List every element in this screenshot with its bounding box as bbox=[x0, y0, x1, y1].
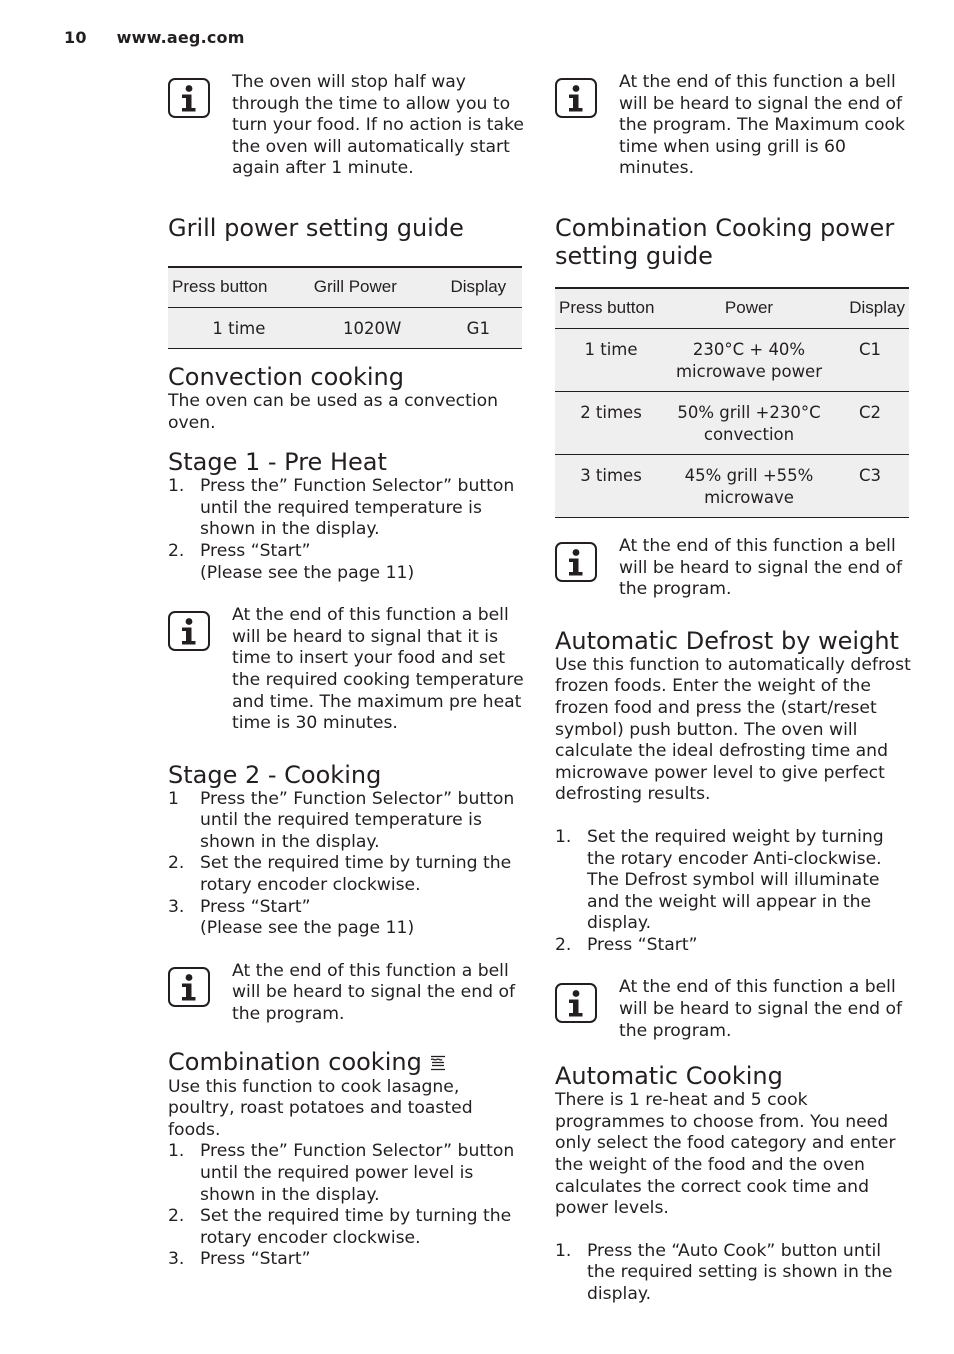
info-note-text: At the end of this function a bell will be heard to signal the end of the program. bbox=[619, 977, 903, 1041]
column-header: Press button bbox=[559, 297, 655, 317]
info-note bbox=[168, 605, 524, 735]
combination-title: Combination cooking bbox=[168, 1048, 524, 1077]
table-header-row bbox=[168, 267, 522, 308]
info-note-text: At the end of this function a bell will be heard to signal the end of the program. bbox=[619, 535, 903, 600]
list-item: 1. Set the required weight by turning the rotary encoder Anti-clockwise. The Defrost symbol will illuminate and the weight will appear in the display. bbox=[555, 826, 884, 934]
column-header: Press button bbox=[172, 276, 268, 296]
table-row bbox=[168, 307, 522, 348]
combination-text: Use this function to cook lasagne, poultry, roast potatoes and toasted foods. bbox=[168, 1076, 473, 1140]
stage1-steps bbox=[168, 476, 524, 584]
grill-guide-title: Grill power setting guide bbox=[168, 213, 464, 242]
column-header: Power bbox=[724, 297, 774, 317]
info-note bbox=[168, 961, 524, 1026]
combo-guide-title: Combination Cooking power setting guide bbox=[555, 213, 895, 270]
page-header bbox=[64, 28, 245, 47]
combination-mode-icon bbox=[430, 1049, 446, 1077]
info-icon bbox=[555, 983, 597, 1023]
list-item: 3. Press “Start” bbox=[168, 1249, 311, 1270]
table-cell: 2 times bbox=[555, 391, 667, 454]
list-item: 1. Press the” Function Selector” button until the required power level is shown in the display. bbox=[168, 1141, 515, 1205]
convection-text: The oven can be used as a convection oven. bbox=[168, 390, 499, 433]
list-item: 2. Set the required time by turning the rotary encoder clockwise. bbox=[168, 853, 512, 896]
defrost-text: Use this function to automatically defrost frozen foods. Enter the weight of the frozen food and press the (start/reset symbol) push button. The oven will calculate the ideal defrosting time and microwave power level to give perfect defrosting results. bbox=[555, 654, 911, 805]
table-cell: 50% grill +230°C convection bbox=[667, 391, 831, 454]
stage1-title: Stage 1 - Pre Heat bbox=[168, 448, 387, 477]
table-cell: C2 bbox=[831, 391, 909, 454]
table-cell: 45% grill +55% microwave bbox=[667, 454, 831, 517]
info-note-text: At the end of this function a bell will be heard to signal the end of the program. The Maximum cook time when using grill is 60 minutes. bbox=[619, 72, 905, 179]
list-item: 2. Press “Start” (Please see the page 11) bbox=[168, 540, 415, 583]
auto-cooking-text: There is 1 re-heat and 5 cook programmes to choose from. You need only select the food category and enter the weight of the food and the oven calculates the correct cook time and power levels. bbox=[555, 1090, 896, 1219]
list-item: 1 Press the” Function Selector” button until the required temperature is shown in the display. bbox=[168, 788, 515, 852]
convection-title: Convection cooking bbox=[168, 362, 404, 391]
info-note-text: The oven will stop half way through the time to allow you to turn your food. If no action is take the oven will automatically start again after 1 minute. bbox=[232, 72, 524, 179]
info-icon bbox=[168, 78, 210, 118]
combination-power-table bbox=[555, 287, 909, 518]
list-item: 3. Press “Start” (Please see the page 11) bbox=[168, 896, 415, 939]
table-cell: G1 bbox=[435, 307, 522, 348]
stage2-steps bbox=[168, 789, 524, 940]
list-item: 1. Press the” Function Selector” button until the required temperature is shown in the display. bbox=[168, 476, 515, 540]
table-row bbox=[555, 391, 909, 454]
right-column bbox=[555, 72, 911, 1306]
defrost-steps bbox=[555, 827, 911, 957]
column-header: Display bbox=[849, 297, 905, 317]
table-cell: C3 bbox=[831, 454, 909, 517]
info-icon bbox=[555, 78, 597, 118]
defrost-title: Automatic Defrost by weight bbox=[555, 626, 899, 655]
auto-cooking-title: Automatic Cooking bbox=[555, 1062, 783, 1091]
info-icon bbox=[168, 611, 210, 651]
table-cell: 1 time bbox=[168, 307, 310, 348]
table-cell: 1 time bbox=[555, 328, 667, 391]
table-cell: 1020W bbox=[310, 307, 435, 348]
list-item: 2. Press “Start” bbox=[555, 934, 698, 955]
table-row bbox=[555, 454, 909, 517]
table-cell: 230°C + 40% microwave power bbox=[667, 328, 831, 391]
table-row bbox=[555, 328, 909, 391]
column-header: Display bbox=[450, 276, 507, 296]
grill-power-table bbox=[168, 266, 522, 349]
info-note-text: At the end of this function a bell will be heard to signal the end of the program. bbox=[232, 960, 516, 1025]
combination-steps bbox=[168, 1141, 524, 1271]
list-item: 1. Press the “Auto Cook” button until the required setting is shown in the display. bbox=[555, 1240, 893, 1304]
info-note bbox=[168, 72, 524, 180]
info-note bbox=[555, 977, 911, 1042]
left-column bbox=[168, 72, 524, 1271]
info-note bbox=[555, 536, 911, 601]
stage2-title: Stage 2 - Cooking bbox=[168, 760, 382, 789]
info-note bbox=[555, 72, 911, 180]
info-icon bbox=[555, 542, 597, 582]
table-header-row bbox=[555, 288, 909, 329]
column-header: Grill Power bbox=[313, 276, 397, 296]
info-icon bbox=[168, 967, 210, 1007]
table-cell: C1 bbox=[831, 328, 909, 391]
website-url[interactable]: www.aeg.com bbox=[116, 28, 245, 47]
auto-cooking-steps bbox=[555, 1241, 911, 1306]
info-note-text: At the end of this function a bell will be heard to signal that it is time to insert your food and set the required cooking temperature and time. The maximum pre heat time is 30 minutes. bbox=[232, 605, 524, 734]
page-number: 10 bbox=[64, 28, 87, 47]
list-item: 2. Set the required time by turning the rotary encoder clockwise. bbox=[168, 1206, 512, 1248]
table-cell: 3 times bbox=[555, 454, 667, 517]
